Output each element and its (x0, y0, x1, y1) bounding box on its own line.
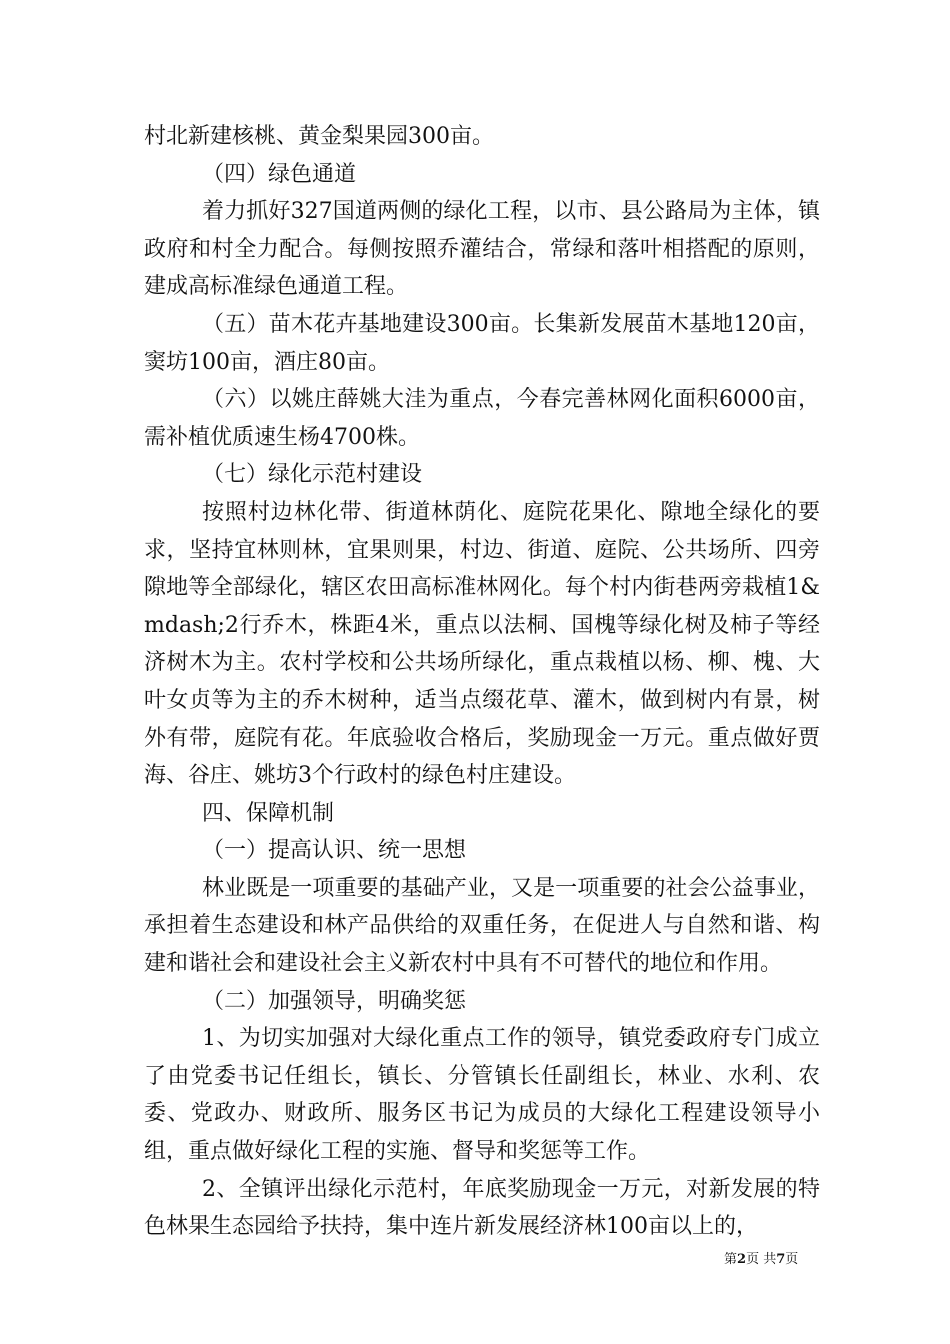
footer-middle: 页 共 (746, 1252, 777, 1267)
paragraph-rewards: 2、全镇评出绿化示范村，年底奖励现金一万元，对新发展的特色林果生态园给予扶持，集中连片新发展经济林100亩以上的， (144, 1176, 820, 1240)
footer-page-number: 2 (737, 1252, 747, 1267)
paragraph-green-corridor: 着力抓好327国道两侧的绿化工程，以市、县公路局为主体，镇政府和村全力配合。每侧按照乔灌结合，常绿和落叶相搭配的原则，建成高标准绿色通道工程。 (144, 199, 820, 300)
footer-total-pages: 7 (776, 1252, 786, 1267)
paragraph-continuation: 村北新建核桃、黄金梨果园300亩。 (144, 124, 494, 149)
section-heading-leadership: （二）加强领导，明确奖惩 (202, 988, 467, 1014)
section-heading-awareness: （一）提高认识、统一思想 (202, 838, 467, 864)
section-heading-demo-village: （七）绿化示范村建设 (202, 462, 423, 488)
document-body (144, 118, 820, 1246)
paragraph-awareness: 林业既是一项重要的基础产业，又是一项重要的社会公益事业，承担着生态建设和林产品供给的双重任务，在促进人与自然和谐、构建和谐社会和建设社会主义新农村中具有不可替代的地位和作用。 (144, 875, 820, 977)
footer-suffix: 页 (785, 1252, 799, 1267)
paragraph-forest-network: （六）以姚庄薛姚大洼为重点，今春完善林网化面积6000亩，需补植优质速生杨4700株。 (144, 387, 820, 450)
paragraph-leadership-group: 1、为切实加强对大绿化重点工作的领导，镇党委政府专门成立了由党委书记任组长，镇长、分管镇长任副组长，林业、水利、农委、党政办、财政所、服务区书记为成员的大绿化工程建设领导小组，重点做好绿化工程的实施、督导和奖惩等工作。 (144, 1026, 820, 1165)
page-footer (724, 1248, 798, 1267)
section-heading-guarantee: 四、保障机制 (202, 800, 335, 826)
paragraph-nursery-base: （五）苗木花卉基地建设300亩。长集新发展苗木基地120亩，窦坊100亩，酒庄80亩。 (144, 311, 820, 375)
paragraph-demo-village: 按照村边林化带、街道林荫化、庭院花果化、隙地全绿化的要求，坚持宜林则林，宜果则果，村边、街道、庭院、公共场所、四旁隙地等全部绿化，辖区农田高标准林网化。每个村内街巷两旁栽植1&mdash;2行乔木，株距4米，重点以法桐、国槐等绿化树及柿子等经济树木为主。农村学校和公共场所绿化，重点栽植以杨、柳、槐、大叶女贞等为主的乔木树种，适当点缀花草、灌木，做到树内有景，树外有带，庭院有花。年底验收合格后，奖励现金一万元。重点做好贾海、谷庄、姚坊3个行政村的绿色村庄建设。 (144, 499, 820, 789)
footer-prefix: 第 (724, 1252, 738, 1267)
section-heading-green-corridor: （四）绿色通道 (202, 161, 357, 187)
